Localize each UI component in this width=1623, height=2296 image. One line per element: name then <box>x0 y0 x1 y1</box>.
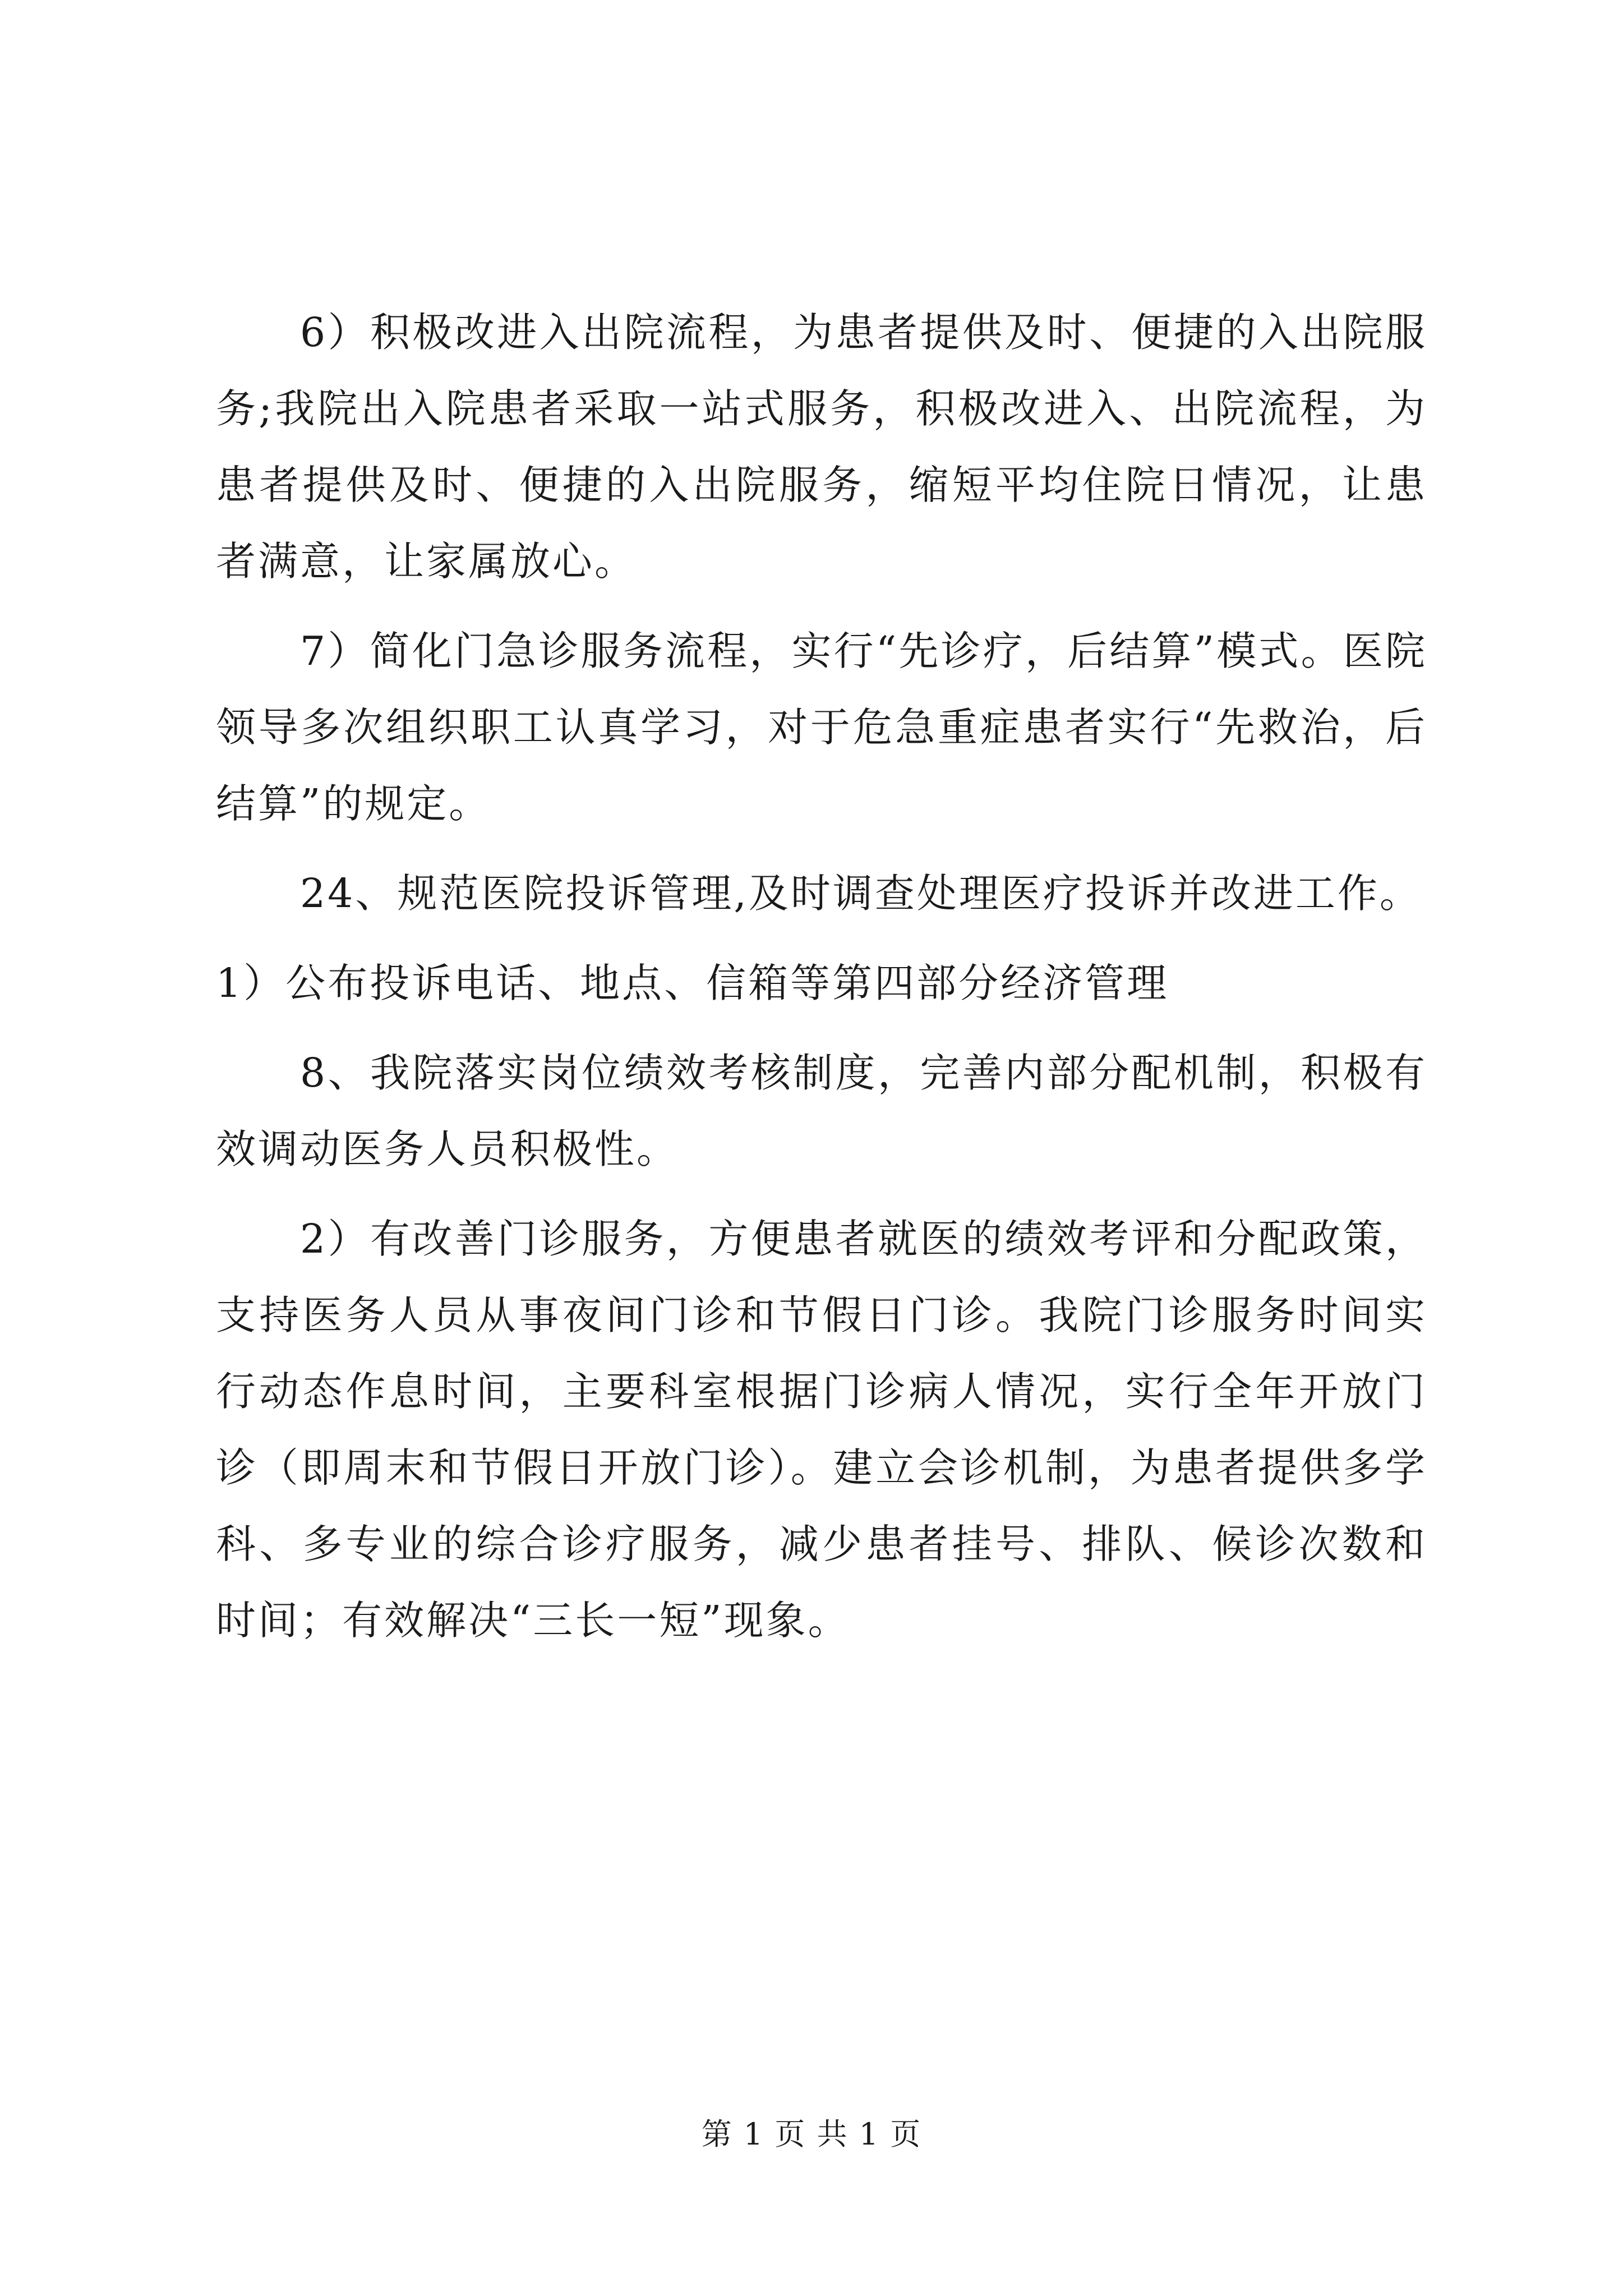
page-number-footer: 第 1 页 共 1 页 <box>701 2116 922 2152</box>
paragraph-24-complaint-management: 24、规范医院投诉管理,及时调查处理医疗投诉并改进工作。 <box>300 870 1422 917</box>
paragraph-1-complaint-channels: 1）公布投诉电话、地点、信箱等第四部分经济管理 <box>216 960 1169 1006</box>
paragraph-7-outpatient-emergency: 7）简化门急诊服务流程，实行“先诊疗，后结算”模式。医院领导多次组织职工认真学习，对于危急重症患者实行“先救治，后结算”的规定。 <box>216 628 1427 827</box>
paragraph-2-outpatient-service: 2）有改善门诊服务，方便患者就医的绩效考评和分配政策，支持医务人员从事夜间门诊和节假日门诊。我院门诊服务时间实行动态作息时间，主要科室根据门诊病人情况，实行全年开放门诊（即周末和节假日开放门诊）。建立会诊机制，为患者提供多学科、多专业的综合诊疗服务，减少患者挂号、排队、候诊次数和时间；有效解决“三长一短”现象。 <box>216 1216 1427 1644</box>
paragraph-8-performance-assessment: 8、我院落实岗位绩效考核制度，完善内部分配机制，积极有效调动医务人员积极性。 <box>216 1050 1427 1172</box>
paragraph-6-admission-discharge: 6）积极改进入出院流程，为患者提供及时、便捷的入出院服务;我院出入院患者采取一站式服务，积极改进入、出院流程，为患者提供及时、便捷的入出院服务，缩短平均住院日情况，让患者满意，让家属放心。 <box>216 309 1427 585</box>
document-body <box>216 295 1427 1672</box>
